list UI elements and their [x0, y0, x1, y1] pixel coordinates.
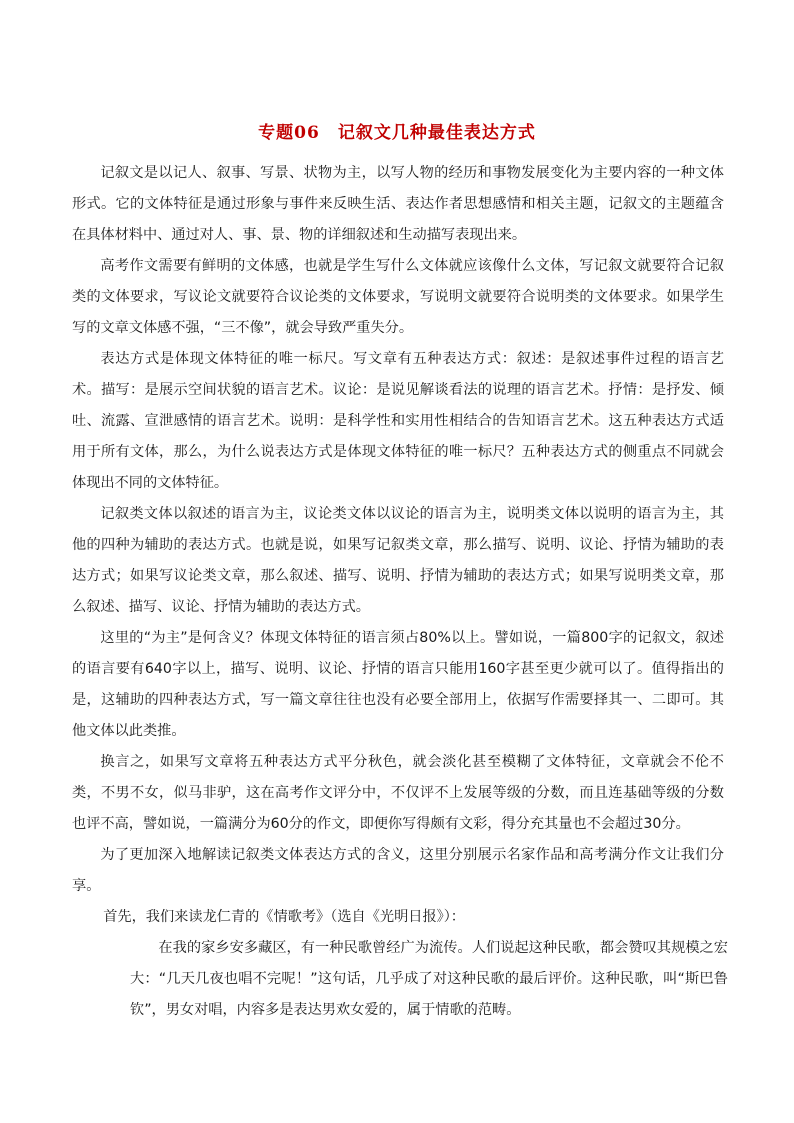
- paragraph-intro-examples: 为了更加深入地解读记叙类文体表达方式的含义，这里分别展示名家作品和高考满分作文让我们分享。: [72, 847, 724, 894]
- paragraph-genre-sense: 高考作文需要有鲜明的文体感，也就是学生写什么文体就应该像什么文体，写记叙文就要符合记叙类的文体要求，写议论文就要符合议论类的文体要求，写说明文就要符合说明类的文体要求。如果学生写的文章文体感不强，“三不像”，就会导致严重失分。: [72, 258, 724, 336]
- quoted-excerpt: 在我的家乡安多藏区，有一种民歌曾经广为流传。人们说起这种民歌，都会赞叹其规模之宏大：“几天几夜也唱不完呢！”这句话，几乎成了对这种民歌的最后评价。这种民歌，叫“斯巴鲁钦”，男女对唱，内容多是表达男欢女爱的，属于情歌的范畴。: [130, 940, 728, 1018]
- paragraph-lead: 首先，我们来读龙仁青的《情歌考》（选自《光明日报》）：: [103, 909, 465, 925]
- paragraph-definition: 记叙文是以记人、叙事、写景、状物为主，以写人物的经历和事物发展变化为主要内容的一种文体形式。它的文体特征是通过形象与事件来反映生活、表达作者思想感情和相关主题，记叙文的主题蕴含在具体材料中、通过对人、事、景、物的详细叙述和生动描写表现出来。: [72, 165, 724, 243]
- article-body: [72, 158, 728, 1026]
- paragraph-consequence: 换言之，如果写文章将五种表达方式平分秋色，就会淡化甚至模糊了文体特征，文章就会不伦不类，不男不女，似马非驴，这在高考作文评分中，不仅评不上发展等级的分数，而且连基础等级的分数也评不高，譬如说，一篇满分为60分的作文，即便你写得颇有文彩，得分充其量也不会超过30分。: [72, 754, 724, 832]
- paragraph-main-and-auxiliary: 记叙类文体以叙述的语言为主，议论类文体以议论的语言为主，说明类文体以说明的语言为主，其他的四种为辅助的表达方式。也就是说，如果写记叙类文章，那么描写、说明、议论、抒情为辅助的表达方式；如果写议论类文章，那么叙述、描写、说明、抒情为辅助的表达方式；如果写说明类文章，那么叙述、描写、议论、抒情为辅助的表达方式。: [72, 506, 724, 615]
- page-title: 专题06 记叙文几种最佳表达方式: [258, 123, 536, 143]
- paragraph-ratio: 这里的“为主”是何含义？体现文体特征的语言须占80%以上。譬如说，一篇800字的记叙文，叙述的语言要有640字以上，描写、说明、议论、抒情的语言只能用160字甚至更少就可以了。值得指出的是，这辅助的四种表达方式，写一篇文章往往也没有必要全部用上，依据写作需要择其一、二即可。其他文体以此类推。: [72, 630, 724, 739]
- paragraph-expression-methods: 表达方式是体现文体特征的唯一标尺。写文章有五种表达方式：叙述：是叙述事件过程的语言艺术。描写：是展示空间状貌的语言艺术。议论：是说见解谈看法的说理的语言艺术。抒情：是抒发、倾吐、流露、宣泄感情的语言艺术。说明：是科学性和实用性相结合的告知语言艺术。这五种表达方式适用于所有文体，那么，为什么说表达方式是体现文体特征的唯一标尺？五种表达方式的侧重点不同就会体现出不同的文体特征。: [72, 351, 724, 491]
